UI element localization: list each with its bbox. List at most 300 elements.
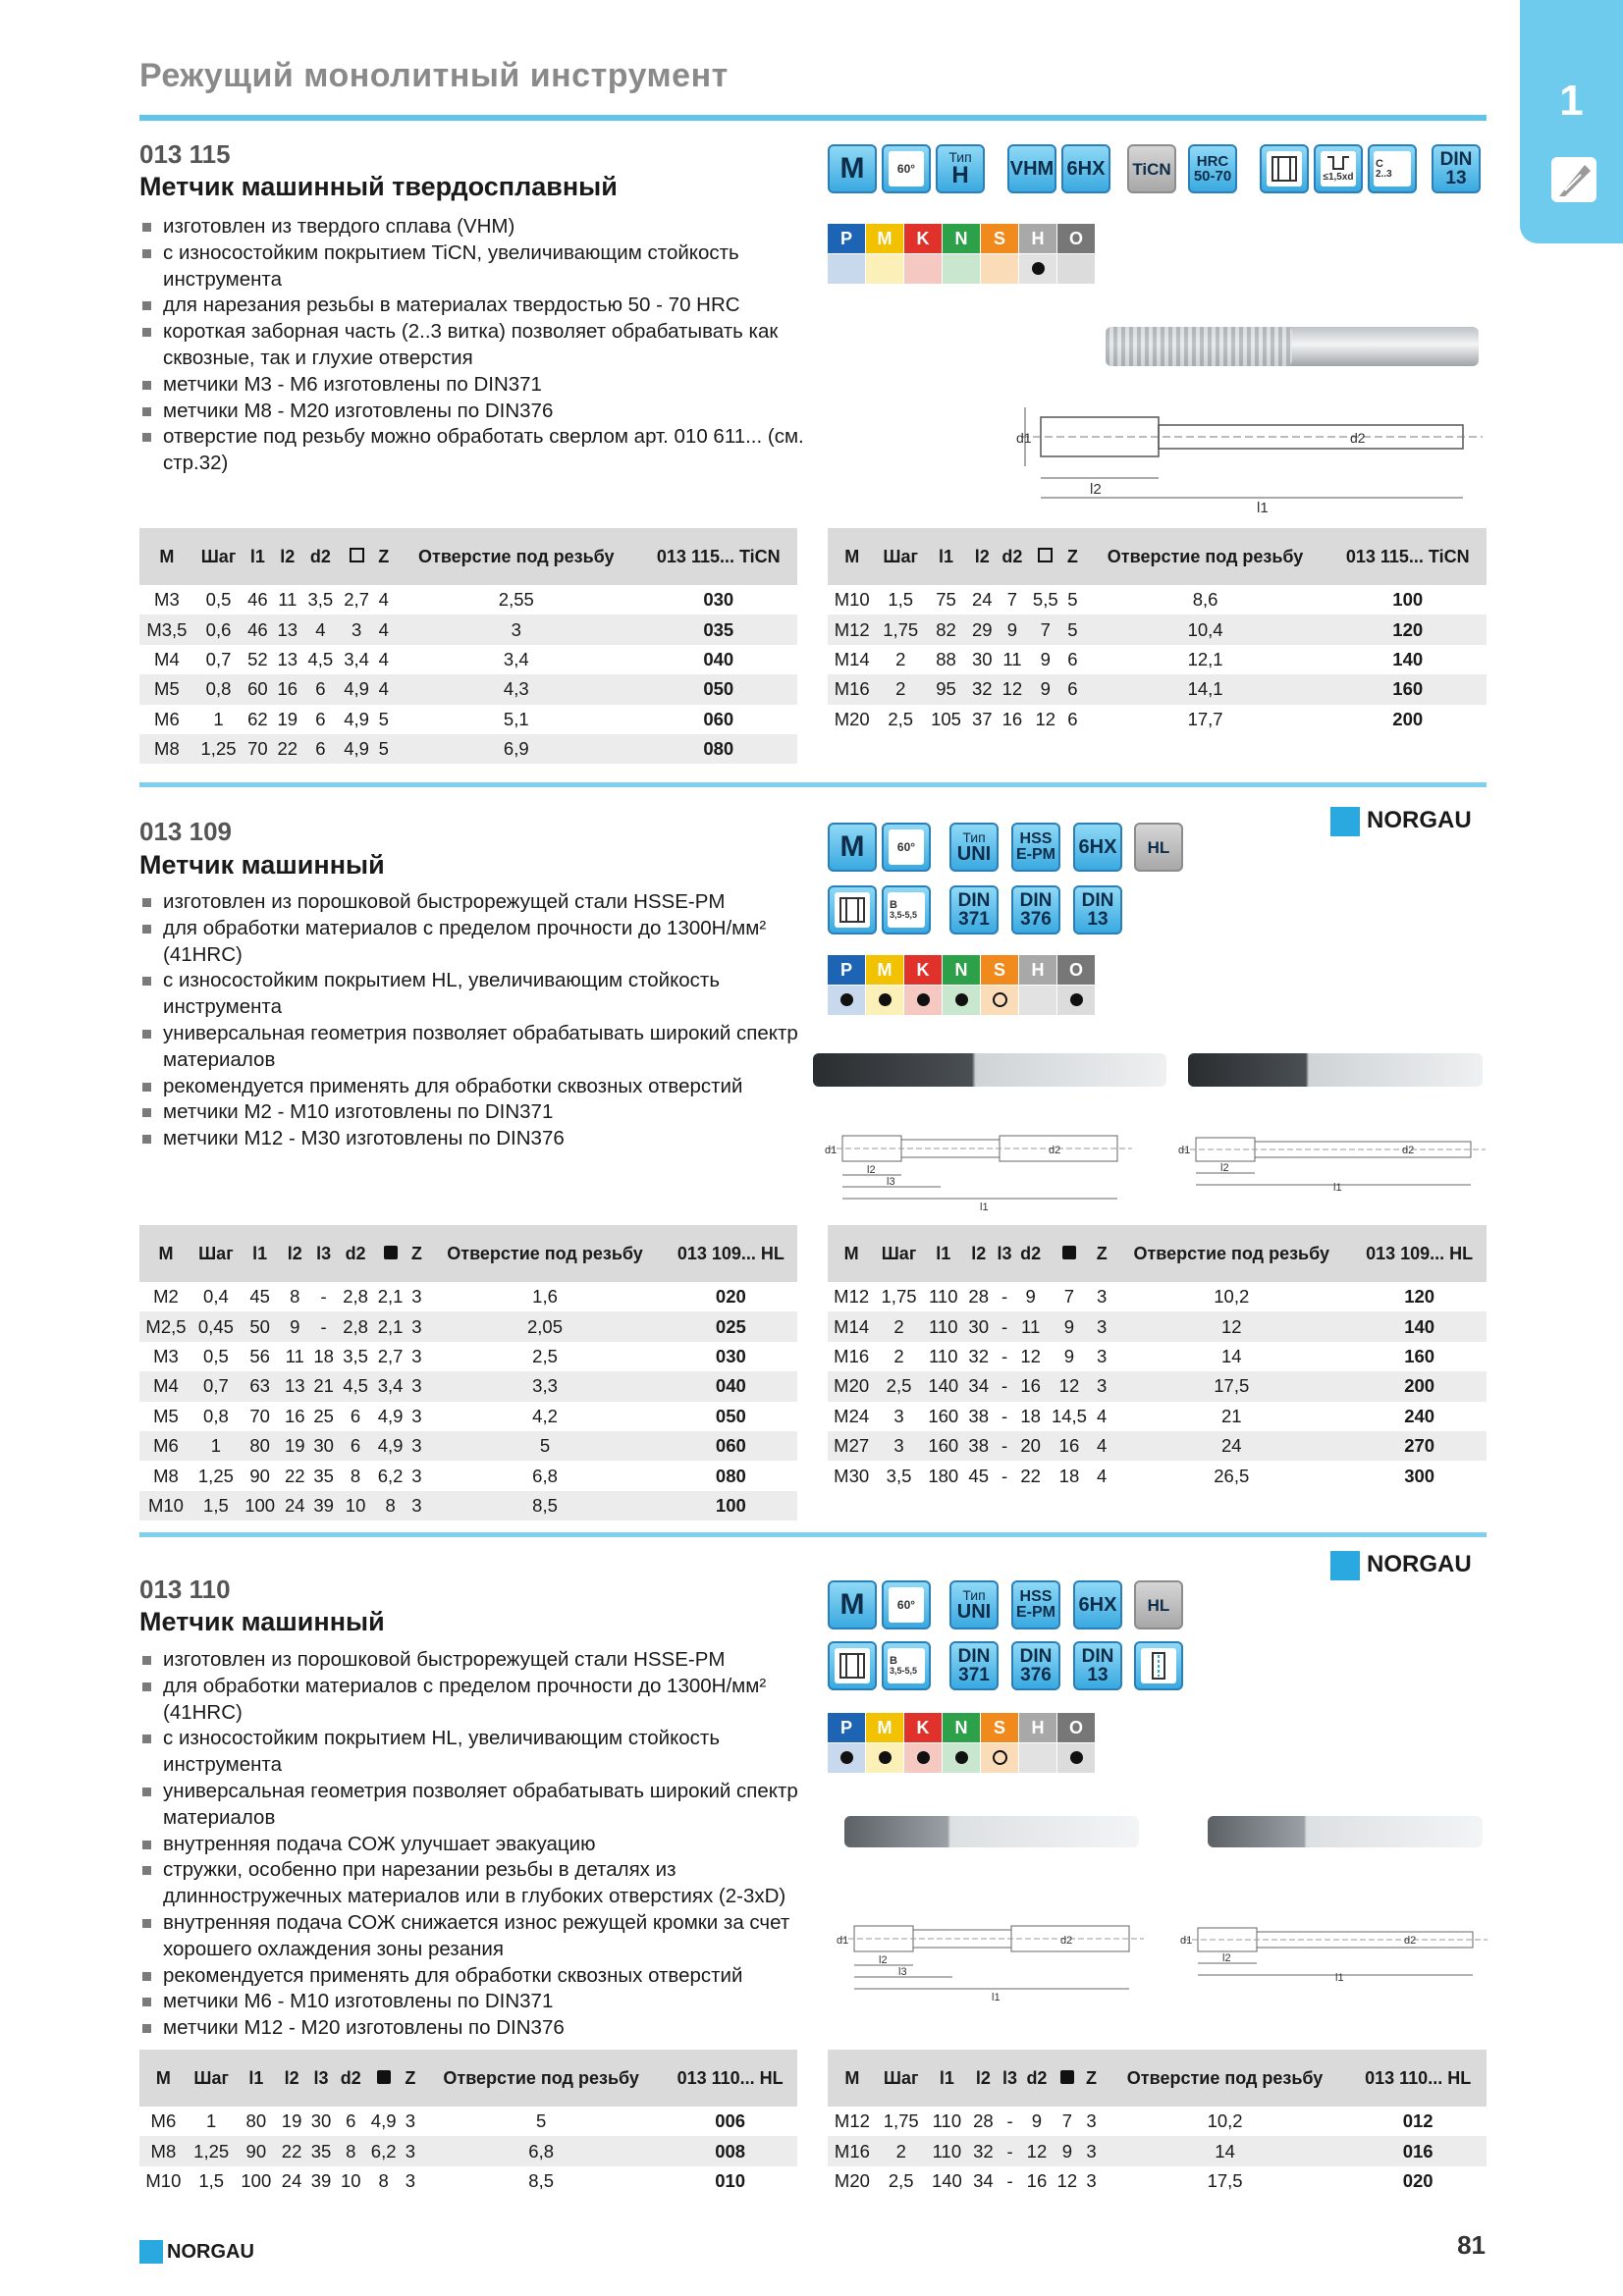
- through-hole-icon: [828, 1641, 877, 1690]
- table-cell: -: [999, 2136, 1022, 2165]
- table-cell: 5: [1063, 614, 1082, 644]
- table-cell: 3: [411, 1345, 422, 1366]
- feature-item: с износостойким покрытием TiCN, увеличивающим стойкость инструмента: [139, 240, 817, 294]
- table-cell: 1,75: [876, 614, 924, 644]
- table-cell: M12: [834, 2110, 870, 2132]
- table-cell: 90: [249, 1465, 270, 1486]
- table-cell: M3,5: [139, 614, 194, 644]
- material-k-rating: [904, 254, 942, 284]
- table-cell: M27: [828, 1431, 875, 1461]
- blind-hole-icon: ≤1,5xd: [1314, 144, 1363, 193]
- table-cell: M14: [834, 648, 870, 669]
- table-cell: 16: [1026, 2169, 1048, 2191]
- feature-item: метчики М12 - М20 изготовлены по DIN376: [139, 2015, 827, 2042]
- column-header: Z: [1093, 1225, 1110, 1282]
- table-cell: M16: [828, 2136, 877, 2165]
- table-cell: 2,5: [888, 708, 914, 729]
- material-s-label: S: [981, 224, 1018, 253]
- column-header: Отверстие под резьбу: [425, 1225, 664, 1282]
- chamfer-icon: B 3,5-5,5: [882, 1641, 931, 1690]
- column-header: l2: [277, 2050, 306, 2107]
- table-cell: 34: [964, 1371, 994, 1401]
- column-header: 013 110... HL: [663, 2050, 797, 2107]
- table-cell: 8: [378, 2169, 389, 2191]
- table-cell: 140: [1352, 1311, 1487, 1341]
- table-cell: 95: [925, 674, 967, 704]
- material-p-label: P: [828, 224, 865, 253]
- column-header: Шаг: [876, 528, 924, 585]
- table-cell: 11: [285, 1345, 304, 1366]
- svg-text:l2: l2: [1222, 1952, 1231, 1964]
- table-row: [828, 614, 1487, 644]
- table-cell: 5,5: [1032, 589, 1058, 611]
- material-n-rating: [943, 1743, 980, 1773]
- table-row: [828, 1342, 1487, 1371]
- table-cell: 13: [273, 614, 302, 644]
- spec-table-right: [828, 528, 1487, 734]
- table-cell: 200: [1352, 1371, 1487, 1401]
- feature-item: изготовлен из порошковой быстрорежущей стали HSSE-PM: [139, 1647, 827, 1674]
- table-cell: 300: [1404, 1465, 1435, 1486]
- feature-item: метчики М3 - М6 изготовлены по DIN371: [139, 372, 817, 399]
- product-name: Метчик машинный твердосплавный: [139, 172, 618, 201]
- table-cell: 12: [1046, 1371, 1093, 1401]
- footer-logo: NORGAU: [167, 2241, 254, 2263]
- tolerance-icon: 6HX: [1073, 823, 1122, 872]
- table-cell: 3: [411, 1405, 422, 1426]
- table-cell: 2,8: [338, 1311, 373, 1341]
- material-o-rating: [1057, 254, 1095, 284]
- column-header: [1053, 2050, 1083, 2107]
- table-cell: 12: [1021, 2136, 1052, 2165]
- material-k-rating: [904, 986, 942, 1015]
- table-row: [828, 1282, 1487, 1311]
- table-cell: 3: [1097, 1286, 1108, 1308]
- brand-logo: NORGAU: [1367, 1551, 1472, 1577]
- table-row: [139, 585, 797, 614]
- table-cell: 3: [407, 1431, 425, 1461]
- table-cell: M5: [153, 1405, 179, 1426]
- material-p-rating: [828, 986, 865, 1015]
- feature-item: для обработки материалов с пределом прочности до 1300Н/мм² (41HRC): [139, 1674, 827, 1727]
- table-cell: 8: [336, 2136, 366, 2165]
- table-cell: -: [1001, 1345, 1008, 1366]
- table-row: [828, 1431, 1487, 1461]
- table-cell: 30: [309, 1431, 338, 1461]
- column-header: Шаг: [192, 1225, 240, 1282]
- svg-text:l1: l1: [980, 1201, 989, 1212]
- table-cell: 70: [243, 734, 272, 764]
- table-cell: 22: [277, 2136, 306, 2165]
- table-cell: M6: [139, 1431, 192, 1461]
- table-row: [828, 1461, 1487, 1490]
- table-cell: -: [1006, 2169, 1013, 2191]
- table-cell: 21: [1220, 1405, 1242, 1426]
- column-header: Отверстие под резьбу: [1101, 2050, 1350, 2107]
- chapter-number: 1: [1559, 77, 1584, 125]
- table-cell: 2,1: [377, 1286, 404, 1308]
- table-cell: 3: [1093, 1311, 1110, 1341]
- table-cell: 0,45: [192, 1311, 240, 1341]
- svg-text:d2: d2: [1404, 1935, 1417, 1947]
- table-cell: 6: [1067, 648, 1078, 669]
- material-m-label: M: [866, 224, 903, 253]
- table-cell: 4,9: [377, 1405, 404, 1426]
- material-o-label: O: [1057, 955, 1095, 985]
- table-cell: M20: [828, 1371, 875, 1401]
- square-shank-icon: [1038, 548, 1053, 562]
- tap-drawing-din376: [1176, 1114, 1490, 1193]
- tap-thread: [1106, 327, 1292, 366]
- table-cell: 24: [1110, 1431, 1352, 1461]
- square-shank-icon: [377, 2070, 391, 2084]
- product-name: Метчик машинный: [139, 850, 385, 880]
- table-cell: 0,4: [203, 1286, 229, 1308]
- ring-icon: [993, 992, 1007, 1007]
- column-header: l3: [309, 1225, 338, 1282]
- material-h-label: H: [1019, 1713, 1056, 1742]
- coolant-icon: [1134, 1641, 1183, 1690]
- table-cell: 008: [663, 2136, 797, 2165]
- table-cell: 4: [378, 648, 389, 669]
- table-cell: 3: [1093, 1371, 1110, 1401]
- spec-table-left: [139, 2050, 797, 2196]
- table-cell: 3,5: [886, 1465, 912, 1486]
- svg-text:d1: d1: [1180, 1935, 1193, 1947]
- svg-text:l2: l2: [1220, 1162, 1229, 1174]
- table-cell: -: [1001, 1405, 1008, 1426]
- table-cell: M8: [153, 1465, 179, 1486]
- table-row: [139, 1282, 797, 1311]
- table-cell: 6: [1063, 674, 1082, 704]
- table-cell: 4: [378, 589, 389, 611]
- table-cell: 12: [1110, 1311, 1352, 1341]
- material-hss-icon: HSS E-PM: [1011, 1580, 1060, 1629]
- table-cell: 19: [281, 1431, 309, 1461]
- feature-item: рекомендуется применять для обработки сквозных отверстий: [139, 1963, 827, 1990]
- table-cell: 180: [928, 1465, 959, 1486]
- table-cell: 270: [1352, 1431, 1487, 1461]
- table-cell: 1: [192, 1431, 240, 1461]
- table-row: [139, 1461, 797, 1490]
- thread-angle-icon: 60°: [882, 823, 931, 872]
- material-s-label: S: [981, 955, 1018, 985]
- table-cell: 34: [973, 2169, 994, 2191]
- table-cell: 1,6: [532, 1286, 558, 1308]
- table-cell: 11: [1016, 1311, 1046, 1341]
- feature-item: стружки, особенно при нарезании резьбы в деталях из длинностружечных материалов или в глубоких отверстиях (2-3xD): [139, 1857, 827, 1910]
- tolerance-icon: 6HX: [1061, 144, 1110, 193]
- table-cell: 012: [1402, 2110, 1434, 2132]
- table-cell: -: [1006, 2110, 1013, 2132]
- column-header: d2: [336, 2050, 366, 2107]
- column-header: [1046, 1225, 1093, 1282]
- table-cell: 9: [1031, 2110, 1043, 2132]
- column-header: 013 115... TiCN: [640, 528, 797, 585]
- feature-item: метчики М6 - М10 изготовлены по DIN371: [139, 1989, 827, 2015]
- table-cell: M10: [145, 2169, 182, 2191]
- table-cell: M10: [834, 589, 870, 611]
- table-cell: 6: [346, 2110, 356, 2132]
- column-header: M: [139, 2050, 188, 2107]
- table-cell: M2: [153, 1286, 179, 1308]
- table-cell: 2: [893, 1345, 904, 1366]
- svg-text:d1: d1: [837, 1935, 849, 1947]
- feature-list: [139, 889, 817, 1152]
- material-h-label: H: [1019, 224, 1056, 253]
- table-row: [139, 2136, 797, 2165]
- table-cell: 9: [1063, 1345, 1075, 1366]
- table-cell: 22: [1020, 1465, 1041, 1486]
- table-cell: 9: [997, 614, 1027, 644]
- table-cell: 030: [703, 589, 734, 611]
- table-cell: 12: [1056, 2169, 1078, 2191]
- table-cell: 110: [929, 1286, 958, 1308]
- spec-table-right: [828, 2050, 1487, 2196]
- table-cell: 70: [249, 1405, 270, 1426]
- column-header: l2: [273, 528, 302, 585]
- table-cell: 6: [315, 708, 326, 729]
- table-cell: 2,55: [498, 589, 534, 611]
- table-cell: 4,5: [307, 648, 334, 669]
- table-cell: 14,1: [1082, 674, 1329, 704]
- full-dot-icon: [955, 1751, 968, 1764]
- column-header: l1: [926, 2050, 968, 2107]
- table-cell: 9: [1046, 1311, 1093, 1341]
- table-cell: 080: [640, 734, 797, 764]
- table-cell: 63: [240, 1371, 281, 1401]
- material-k-label: K: [904, 224, 942, 253]
- coating-icon: HL: [1134, 823, 1183, 872]
- feature-item: для обработки материалов с пределом прочности до 1300Н/мм² (41HRC): [139, 916, 817, 969]
- table-cell: 6,8: [532, 1465, 558, 1486]
- table-cell: 6,8: [419, 2136, 663, 2165]
- table-cell: 120: [1328, 614, 1487, 644]
- full-dot-icon: [1070, 1751, 1083, 1764]
- material-k-label: K: [904, 955, 942, 985]
- table-cell: 160: [928, 1405, 959, 1426]
- table-cell: 0,6: [194, 614, 243, 644]
- material-n-rating: [943, 254, 980, 284]
- table-cell: 11: [1002, 648, 1022, 669]
- din-371-icon: DIN 371: [949, 885, 999, 934]
- table-cell: 46: [247, 589, 268, 611]
- table-cell: 240: [1404, 1405, 1435, 1426]
- table-cell: 52: [247, 648, 268, 669]
- table-cell: 9: [1027, 674, 1063, 704]
- material-n-label: N: [943, 1713, 980, 1742]
- table-cell: 1: [206, 2110, 217, 2132]
- material-m-label: M: [866, 955, 903, 985]
- material-s-label: S: [981, 1713, 1018, 1742]
- table-cell: 14: [1220, 1345, 1242, 1366]
- table-cell: 22: [284, 1465, 305, 1486]
- full-dot-icon: [879, 1751, 892, 1764]
- table-cell: 0,7: [205, 648, 232, 669]
- feature-item: для нарезания резьбы в материалах твердостью 50 - 70 HRC: [139, 293, 817, 319]
- footer-logo-square: [139, 2240, 163, 2264]
- table-cell: 50: [240, 1311, 281, 1341]
- feature-item: универсальная геометрия позволяет обрабатывать широкий спектр материалов: [139, 1021, 817, 1074]
- table-cell: 6,2: [377, 1465, 404, 1486]
- table-cell: M16: [834, 1345, 870, 1366]
- table-cell: M12: [834, 1286, 870, 1308]
- table-cell: 030: [715, 1345, 746, 1366]
- table-cell: 28: [968, 1286, 989, 1308]
- column-header: d2: [1016, 1225, 1046, 1282]
- column-header: l1: [925, 528, 967, 585]
- coating-icon: TiCN: [1127, 144, 1176, 193]
- table-cell: 3,5: [343, 1345, 368, 1366]
- brand-logo: NORGAU: [1367, 807, 1472, 833]
- table-cell: 4,9: [370, 2110, 397, 2132]
- table-cell: M4: [139, 1371, 192, 1401]
- table-cell: 8,5: [425, 1491, 664, 1521]
- table-cell: 4,9: [339, 734, 375, 764]
- table-cell: 16: [1001, 708, 1023, 729]
- table-row: [139, 674, 797, 704]
- feature-item: короткая заборная часть (2..3 витка) позволяет обрабатывать как сквозные, так и глухие отверстия: [139, 319, 817, 372]
- table-cell: 200: [1392, 708, 1424, 729]
- ring-icon: [993, 1750, 1007, 1765]
- material-n-rating: [943, 986, 980, 1015]
- table-row: [828, 2107, 1487, 2136]
- table-cell: 4: [1097, 1405, 1108, 1426]
- table-cell: 1: [213, 708, 224, 729]
- square-shank-icon: [350, 548, 364, 562]
- table-cell: 050: [640, 674, 797, 704]
- table-cell: 32: [967, 674, 997, 704]
- full-dot-icon: [840, 993, 853, 1006]
- table-cell: 6: [338, 1431, 373, 1461]
- table-cell: 5: [1067, 589, 1078, 611]
- material-h-rating: [1019, 1743, 1056, 1773]
- column-header: M: [139, 528, 194, 585]
- table-cell: 2: [895, 648, 906, 669]
- spec-table-right: [828, 1225, 1487, 1491]
- material-o-label: O: [1057, 1713, 1095, 1742]
- table-cell: 040: [665, 1371, 797, 1401]
- table-row: [828, 1371, 1487, 1401]
- table-cell: 18: [313, 1345, 334, 1366]
- table-cell: M12: [828, 614, 876, 644]
- table-cell: 3: [393, 614, 640, 644]
- table-row: [828, 705, 1487, 734]
- table-cell: 025: [665, 1311, 797, 1341]
- tap-photo: [1188, 1053, 1483, 1087]
- table-cell: 10: [340, 2169, 361, 2191]
- table-cell: 90: [236, 2136, 278, 2165]
- table-cell: 4,3: [393, 674, 640, 704]
- column-header: l1: [923, 1225, 964, 1282]
- table-row: [139, 1431, 797, 1461]
- table-cell: 8: [373, 1491, 408, 1521]
- table-cell: -: [1001, 1286, 1008, 1308]
- column-header: [339, 528, 375, 585]
- table-cell: 120: [1404, 1286, 1435, 1308]
- square-shank-icon: [384, 1246, 398, 1259]
- table-cell: 24: [281, 2169, 302, 2191]
- svg-text:d1: d1: [1016, 430, 1032, 446]
- svg-text:l1: l1: [1333, 1182, 1342, 1193]
- table-cell: 5,1: [503, 708, 529, 729]
- table-cell: M20: [834, 2169, 870, 2191]
- table-cell: 28: [973, 2110, 994, 2132]
- table-cell: 39: [310, 2169, 332, 2191]
- table-cell: -: [320, 1286, 327, 1308]
- table-cell: 30: [310, 2110, 332, 2132]
- table-cell: 88: [936, 648, 956, 669]
- column-header: [1027, 528, 1063, 585]
- column-header: Шаг: [877, 2050, 926, 2107]
- table-cell: 8: [290, 1286, 300, 1308]
- table-cell: 5: [378, 708, 389, 729]
- svg-text:l1: l1: [1257, 500, 1269, 515]
- table-cell: M16: [828, 674, 876, 704]
- table-cell: 4: [374, 674, 393, 704]
- feature-item: с износостойким покрытием HL, увеличивающим стойкость инструмента: [139, 968, 817, 1021]
- spec-table-left: [139, 1225, 797, 1521]
- table-cell: 3,4: [503, 648, 529, 669]
- svg-text:d1: d1: [1178, 1145, 1191, 1156]
- svg-text:l1: l1: [992, 1992, 1001, 2002]
- table-cell: 2,5: [875, 1371, 922, 1401]
- table-cell: 0,5: [205, 589, 232, 611]
- feature-item: внутренняя подача СОЖ снижается износ режущей кромки за счет хорошего охлаждения зоны резания: [139, 1910, 827, 1963]
- column-header: Отверстие под резьбу: [1110, 1225, 1352, 1282]
- table-cell: 4: [1093, 1431, 1110, 1461]
- table-cell: 2: [877, 2136, 926, 2165]
- svg-text:d2: d2: [1049, 1145, 1061, 1156]
- spec-table-left: [139, 528, 797, 764]
- article-number: 013 115: [139, 139, 231, 169]
- din-13-icon: DIN 13: [1073, 885, 1122, 934]
- tap-drawing-din371: [823, 1114, 1137, 1212]
- full-dot-icon: [917, 1751, 930, 1764]
- table-cell: 21: [309, 1371, 338, 1401]
- table-cell: 39: [309, 1491, 338, 1521]
- table-cell: 10,2: [1207, 2110, 1243, 2132]
- table-cell: M5: [139, 674, 194, 704]
- table-row: [139, 705, 797, 734]
- column-header: l1: [236, 2050, 278, 2107]
- column-header: Шаг: [194, 528, 243, 585]
- table-cell: 75: [936, 589, 956, 611]
- table-cell: 2,5: [532, 1345, 558, 1366]
- material-n-label: N: [943, 955, 980, 985]
- table-cell: M30: [834, 1465, 870, 1486]
- material-o-label: O: [1057, 224, 1095, 253]
- table-row: [139, 2107, 797, 2136]
- svg-text:l1: l1: [1335, 1972, 1344, 1983]
- table-cell: 7: [1061, 2110, 1072, 2132]
- table-cell: 4,9: [344, 708, 369, 729]
- table-cell: 80: [245, 2110, 267, 2132]
- table-cell: 12: [1035, 708, 1056, 729]
- table-cell: 14,5: [1051, 1405, 1087, 1426]
- table-cell: 3,5: [307, 589, 334, 611]
- table-cell: 6,2: [366, 2136, 402, 2165]
- table-cell: 020: [1402, 2169, 1434, 2191]
- table-cell: M8: [139, 734, 194, 764]
- table-cell: 5: [374, 734, 393, 764]
- table-cell: M3: [153, 1345, 179, 1366]
- svg-text:d1: d1: [825, 1145, 838, 1156]
- table-cell: 080: [715, 1465, 746, 1486]
- through-hole-icon: [1260, 144, 1309, 193]
- svg-text:l2: l2: [879, 1954, 888, 1966]
- column-header: l1: [243, 528, 272, 585]
